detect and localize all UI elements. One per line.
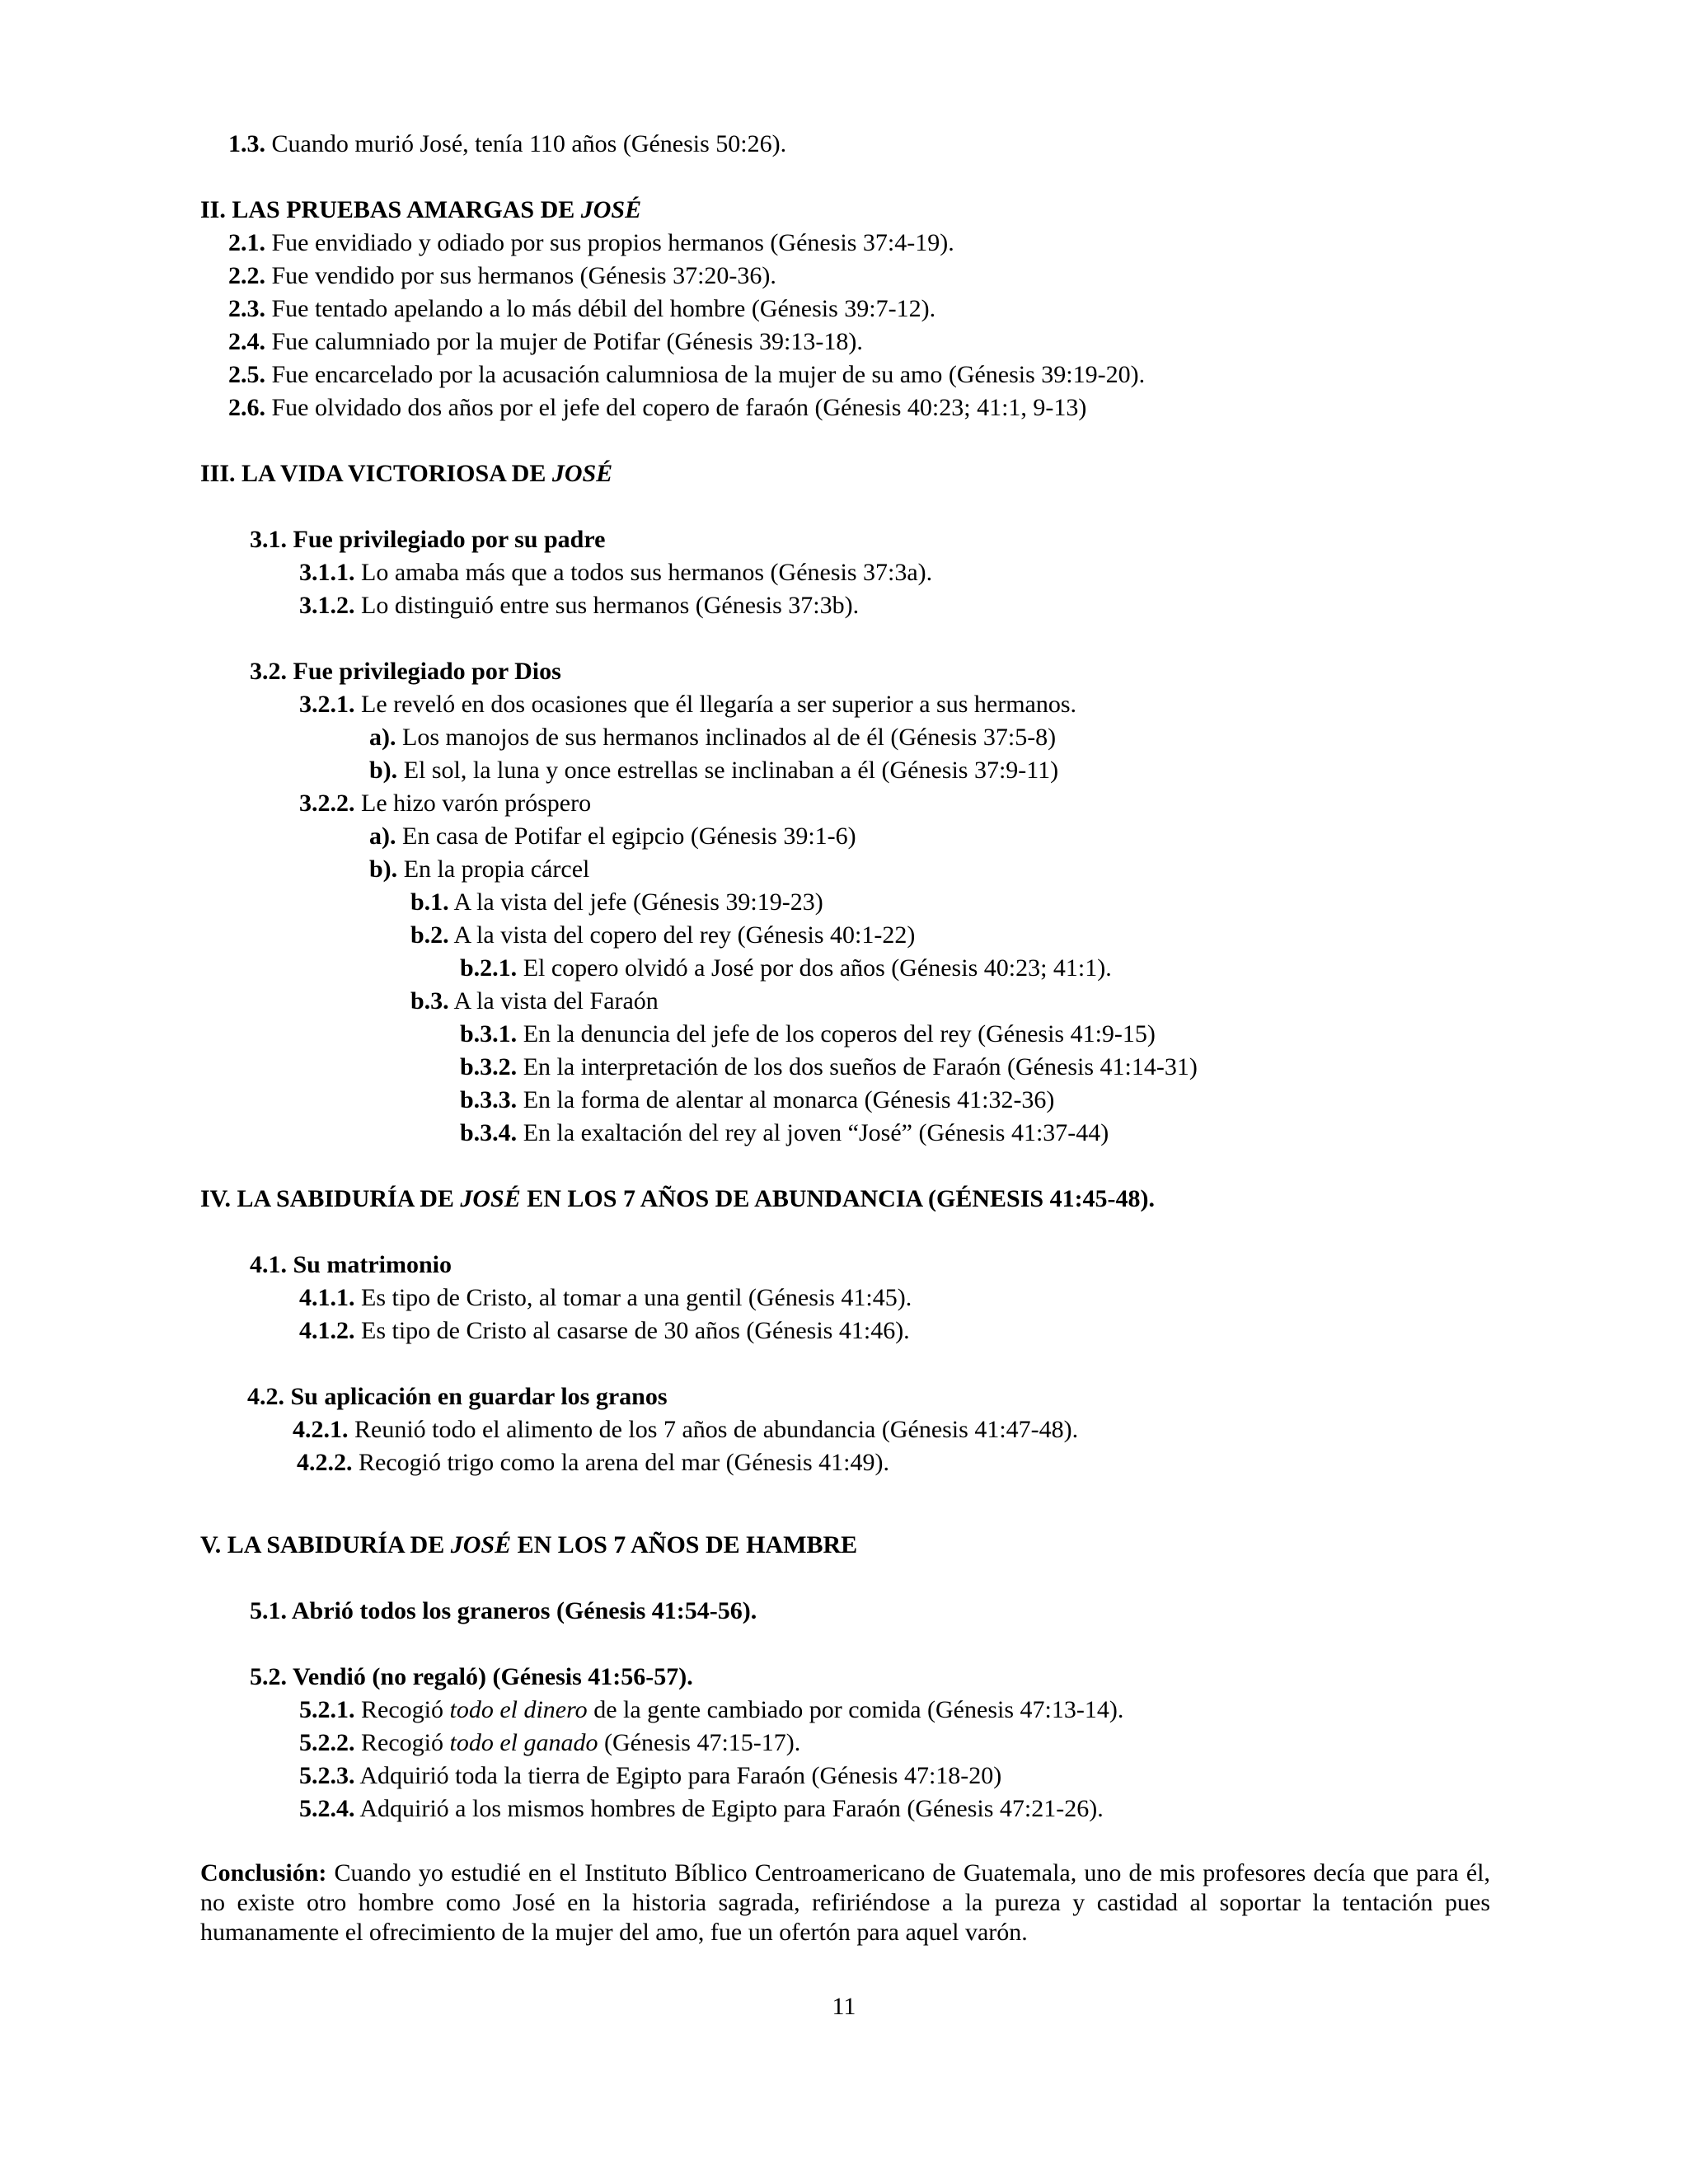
item-number: 3.1.1. bbox=[299, 559, 355, 586]
section-4-heading bbox=[200, 1184, 1155, 1214]
item-number: b.3.4. bbox=[460, 1119, 518, 1146]
item-b-3-1 bbox=[460, 1019, 1156, 1049]
item-number: 4.1.2. bbox=[299, 1317, 355, 1344]
item-b-3 bbox=[410, 987, 659, 1016]
item-text: Recogió bbox=[354, 1729, 450, 1756]
item-italic-text: todo el ganado bbox=[449, 1729, 598, 1756]
item-text: El sol, la luna y once estrellas se inclinaban a él (Génesis 37:9-11) bbox=[397, 757, 1059, 784]
heading-text: IV. LA SABIDURÍA DE bbox=[200, 1185, 461, 1212]
item-5-2-1 bbox=[299, 1695, 1123, 1725]
item-text: Le hizo varón próspero bbox=[354, 790, 592, 817]
item-text: A la vista del Faraón bbox=[448, 987, 659, 1015]
subsection-4-1-title: 4.1. Su matrimonio bbox=[250, 1251, 452, 1278]
item-number: b.3.3. bbox=[460, 1086, 518, 1113]
item-text: Fue encarcelado por la acusación calumniosa de la mujer de su amo (Génesis 39:19-20). bbox=[265, 361, 1146, 388]
item-number: b.3.1. bbox=[460, 1020, 518, 1047]
item-2-5 bbox=[228, 360, 1145, 390]
item-number: 2.4. bbox=[228, 328, 265, 355]
item-4-1-1 bbox=[299, 1283, 912, 1313]
item-number: b.3. bbox=[410, 987, 449, 1015]
item-b-2-1 bbox=[460, 954, 1112, 983]
item-4-2-1 bbox=[293, 1415, 1078, 1445]
item-b-3-3 bbox=[460, 1085, 1054, 1115]
item-3-2-1-a bbox=[369, 723, 1056, 752]
subsection-4-2-title: 4.2. Su aplicación en guardar los granos bbox=[247, 1383, 668, 1410]
item-text: Cuando murió José, tenía 110 años (Génesis 50:26). bbox=[265, 130, 787, 157]
item-number: 4.2.2. bbox=[297, 1449, 353, 1476]
subsection-5-1-title: 5.1. Abrió todos los graneros (Génesis 41:54-56). bbox=[250, 1597, 757, 1624]
item-3-2-1 bbox=[299, 690, 1076, 719]
item-number: 2.2. bbox=[228, 262, 265, 289]
item-5-2-2 bbox=[299, 1728, 800, 1758]
item-text: En la forma de alentar al monarca (Génesis 41:32-36) bbox=[517, 1086, 1055, 1113]
item-text: Le reveló en dos ocasiones que él llegaría a ser superior a sus hermanos. bbox=[354, 691, 1077, 718]
heading-italic-text: JOSÉ bbox=[460, 1185, 521, 1212]
item-number: 2.6. bbox=[228, 394, 265, 421]
conclusion-text: Cuando yo estudié en el Instituto Bíblico Centroamericano de Guatemala, uno de mis profesores decía que para él, no existe otro hombre como José en la historia sagrada, refiriéndose a la pureza y castidad al soportar la tentación pues humanamente el ofrecimiento de la mujer del amo, fue un ofertón para aquel varón. bbox=[200, 1859, 1490, 1946]
heading-suffix-text: EN LOS 7 AÑOS DE ABUNDANCIA (GÉNESIS 41:45-48). bbox=[520, 1185, 1156, 1212]
item-number: b.2.1. bbox=[460, 954, 518, 982]
heading-text: II. LAS PRUEBAS AMARGAS DE bbox=[200, 196, 581, 223]
item-text: Es tipo de Cristo, al tomar a una gentil (Génesis 41:45). bbox=[354, 1284, 912, 1311]
item-text: Fue vendido por sus hermanos (Génesis 37:20-36). bbox=[265, 262, 776, 289]
item-text: El copero olvidó a José por dos años (Génesis 40:23; 41:1). bbox=[517, 954, 1112, 982]
conclusion-label: Conclusión: bbox=[200, 1859, 327, 1886]
item-number: 3.2.1. bbox=[299, 691, 355, 718]
item-text: A la vista del copero del rey (Génesis 40:1-22) bbox=[448, 921, 916, 949]
item-text: Es tipo de Cristo al casarse de 30 años (Génesis 41:46). bbox=[354, 1317, 910, 1344]
section-5-heading bbox=[200, 1530, 857, 1560]
item-3-1-2 bbox=[299, 591, 859, 621]
item-text: Recogió bbox=[354, 1696, 450, 1723]
heading-text: III. LA VIDA VICTORIOSA DE bbox=[200, 460, 552, 487]
item-text-tail: de la gente cambiado por comida (Génesis 47:13-14). bbox=[587, 1696, 1124, 1723]
item-2-6 bbox=[228, 393, 1086, 423]
item-text: Fue olvidado dos años por el jefe del copero de faraón (Génesis 40:23; 41:1, 9-13) bbox=[265, 394, 1087, 421]
item-b-3-2 bbox=[460, 1052, 1198, 1082]
item-number: b.1. bbox=[410, 888, 449, 916]
item-number: a). bbox=[369, 724, 396, 751]
heading-italic-text: JOSÉ bbox=[551, 460, 613, 487]
item-number: 1.3. bbox=[228, 130, 265, 157]
item-2-2 bbox=[228, 261, 776, 291]
item-number: 3.2.2. bbox=[299, 790, 355, 817]
item-text: Adquirió toda la tierra de Egipto para Faraón (Génesis 47:18-20) bbox=[354, 1762, 1002, 1789]
subsection-5-2-title: 5.2. Vendió (no regaló) (Génesis 41:56-57). bbox=[250, 1663, 693, 1690]
item-b-1 bbox=[410, 888, 823, 917]
item-text: Adquirió a los mismos hombres de Egipto para Faraón (Génesis 47:21-26). bbox=[354, 1795, 1104, 1822]
item-5-2-3 bbox=[299, 1761, 1001, 1791]
item-number: b). bbox=[369, 757, 398, 784]
item-text: En la interpretación de los dos sueños de Faraón (Génesis 41:14-31) bbox=[517, 1053, 1198, 1080]
item-number: 4.2.1. bbox=[293, 1416, 349, 1443]
item-text: Fue tentado apelando a lo más débil del hombre (Génesis 39:7-12). bbox=[265, 295, 936, 322]
item-number: 3.1.2. bbox=[299, 592, 355, 619]
item-2-3 bbox=[228, 294, 935, 324]
item-text: Fue calumniado por la mujer de Potifar (Génesis 39:13-18). bbox=[265, 328, 863, 355]
heading-suffix-text: EN LOS 7 AÑOS DE HAMBRE bbox=[511, 1531, 858, 1558]
item-italic-text: todo el dinero bbox=[449, 1696, 588, 1723]
item-number: b.2. bbox=[410, 921, 449, 949]
subsection-3-2-title: 3.2. Fue privilegiado por Dios bbox=[250, 658, 561, 685]
item-number: b.3.2. bbox=[460, 1053, 518, 1080]
item-text: En la denuncia del jefe de los coperos del rey (Génesis 41:9-15) bbox=[517, 1020, 1156, 1047]
item-3-2-2 bbox=[299, 789, 591, 818]
item-3-2-1-b bbox=[369, 756, 1058, 785]
item-2-1 bbox=[228, 228, 954, 258]
item-4-2-2 bbox=[297, 1448, 889, 1478]
item-number: 2.3. bbox=[228, 295, 265, 322]
item-text: Fue envidiado y odiado por sus propios hermanos (Génesis 37:4-19). bbox=[265, 229, 954, 256]
page-number: 11 bbox=[832, 1993, 856, 2020]
heading-text: V. LA SABIDURÍA DE bbox=[200, 1531, 451, 1558]
item-text: Reunió todo el alimento de los 7 años de abundancia (Génesis 41:47-48). bbox=[348, 1416, 1079, 1443]
heading-italic-text: JOSÉ bbox=[580, 196, 642, 223]
item-number: b). bbox=[369, 855, 398, 883]
item-text: Los manojos de sus hermanos inclinados al de él (Génesis 37:5-8) bbox=[396, 724, 1057, 751]
item-b-2 bbox=[410, 921, 915, 950]
item-3-2-2-a bbox=[369, 822, 856, 851]
item-number: 5.2.2. bbox=[299, 1729, 355, 1756]
item-text: Lo distinguió entre sus hermanos (Génesis 37:3b). bbox=[354, 592, 860, 619]
heading-italic-text: JOSÉ bbox=[450, 1531, 512, 1558]
subsection-3-1-title: 3.1. Fue privilegiado por su padre bbox=[250, 526, 606, 553]
item-text: En casa de Potifar el egipcio (Génesis 39:1-6) bbox=[396, 823, 856, 850]
item-b-3-4 bbox=[460, 1118, 1109, 1148]
item-number: 2.5. bbox=[228, 361, 265, 388]
section-3-heading bbox=[200, 459, 612, 489]
item-2-4 bbox=[228, 327, 863, 357]
item-number: 2.1. bbox=[228, 229, 265, 256]
item-3-1-1 bbox=[299, 558, 932, 588]
item-3-2-2-b bbox=[369, 855, 589, 884]
item-number: 4.1.1. bbox=[299, 1284, 355, 1311]
item-text: Lo amaba más que a todos sus hermanos (Génesis 37:3a). bbox=[354, 559, 933, 586]
conclusion-paragraph bbox=[200, 1858, 1490, 1947]
item-number: 5.2.1. bbox=[299, 1696, 355, 1723]
item-text-tail: (Génesis 47:15-17). bbox=[598, 1729, 801, 1756]
item-4-1-2 bbox=[299, 1316, 910, 1346]
item-1-3 bbox=[228, 129, 786, 159]
item-text: A la vista del jefe (Génesis 39:19-23) bbox=[448, 888, 823, 916]
item-text: En la exaltación del rey al joven “José” (Génesis 41:37-44) bbox=[517, 1119, 1109, 1146]
item-text: En la propia cárcel bbox=[397, 855, 590, 883]
item-text: Recogió trigo como la arena del mar (Génesis 41:49). bbox=[352, 1449, 889, 1476]
item-number: a). bbox=[369, 823, 396, 850]
item-number: 5.2.4. bbox=[299, 1795, 355, 1822]
item-5-2-4 bbox=[299, 1794, 1104, 1824]
item-number: 5.2.3. bbox=[299, 1762, 355, 1789]
section-2-heading bbox=[200, 195, 641, 225]
